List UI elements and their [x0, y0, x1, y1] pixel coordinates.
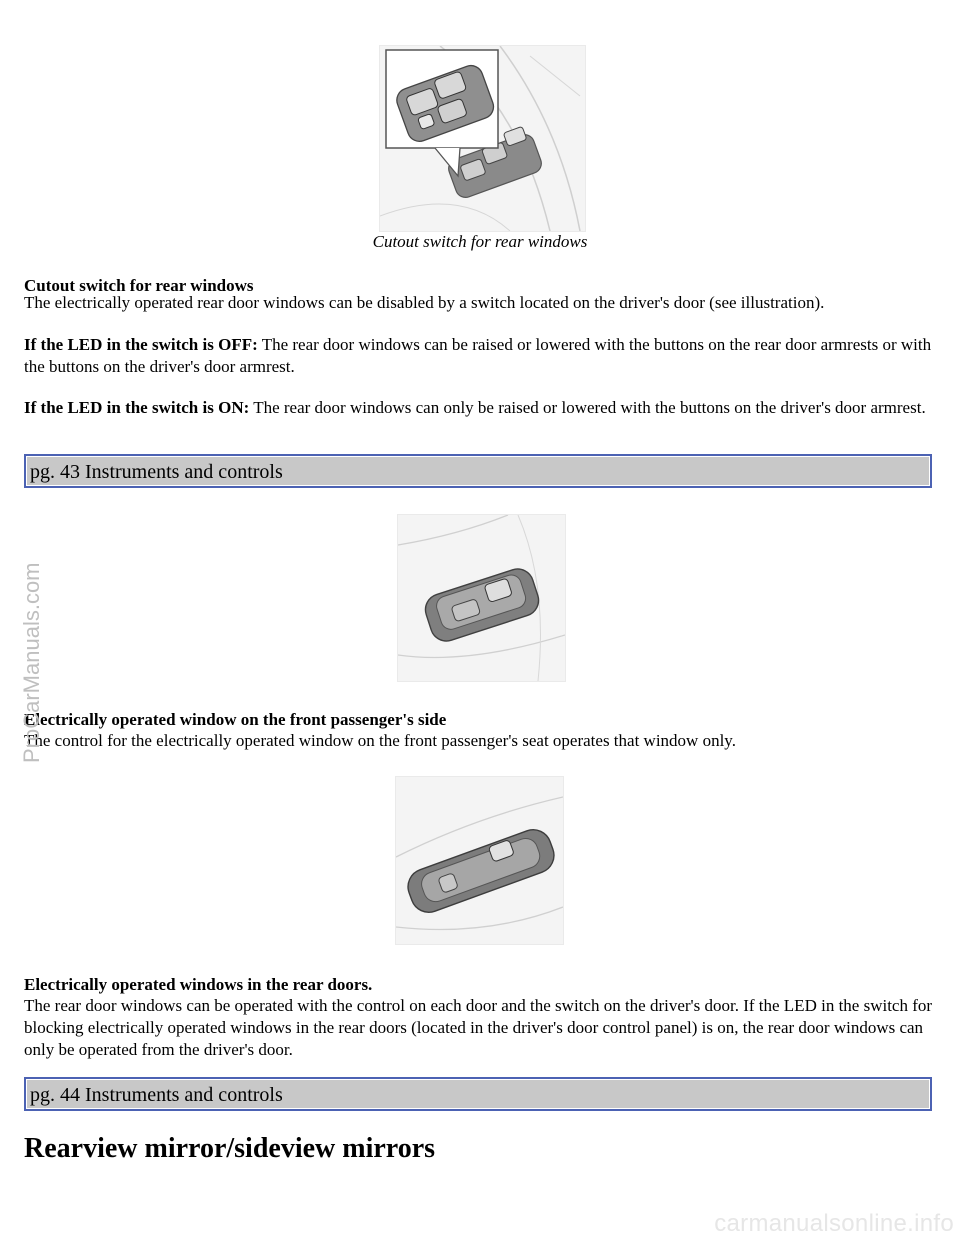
section-body: The control for the electrically operated window on the front passenger's seat operates that window only.: [24, 731, 736, 750]
led-on-paragraph: [24, 397, 940, 419]
page-section-label: pg. 44 Instruments and controls: [30, 1084, 283, 1106]
figure-caption: Cutout switch for rear windows: [372, 232, 588, 251]
section-title: Electrically operated windows in the rear doors.: [24, 975, 373, 994]
section-body: The rear door windows can be operated with the control on each door and the switch on the driver's door. If the LED in the switch for blocking electrically operated windows in the rear doors (located in the driver's door control panel) is on, the rear door windows can only be operated from the driver's door.: [24, 996, 933, 1059]
bottom-watermark: carmanualsonline.info: [714, 1210, 954, 1237]
led-off-paragraph: [24, 334, 934, 378]
page-section-label: pg. 43 Instruments and controls: [30, 461, 283, 483]
passenger-window-switch-illustration: [397, 514, 566, 682]
rear-window-switch-illustration: [395, 776, 564, 945]
section-body: The electrically operated rear door windows can be disabled by a switch located on the driver's door (see illustration).: [24, 293, 825, 312]
page-section-bar: [24, 1077, 932, 1111]
cutout-switch-illustration: [379, 45, 586, 232]
led-off-text: The rear door windows can be raised or lowered with the buttons on the rear door armrests or with the buttons on the driver's door armrest.: [24, 335, 932, 376]
led-off-label: If the LED in the switch is OFF:: [24, 335, 258, 354]
section-title: Cutout switch for rear windows: [24, 276, 254, 295]
led-on-text: The rear door windows can only be raised or lowered with the buttons on the driver's door armrest.: [249, 398, 926, 417]
side-watermark: ProCarManuals.com: [19, 562, 44, 763]
section-title: Electrically operated window on the front passenger's side: [24, 710, 447, 729]
page-section-bar: [24, 454, 932, 488]
led-on-label: If the LED in the switch is ON:: [24, 398, 250, 417]
page-heading: Rearview mirror/sideview mirrors: [24, 1133, 436, 1164]
